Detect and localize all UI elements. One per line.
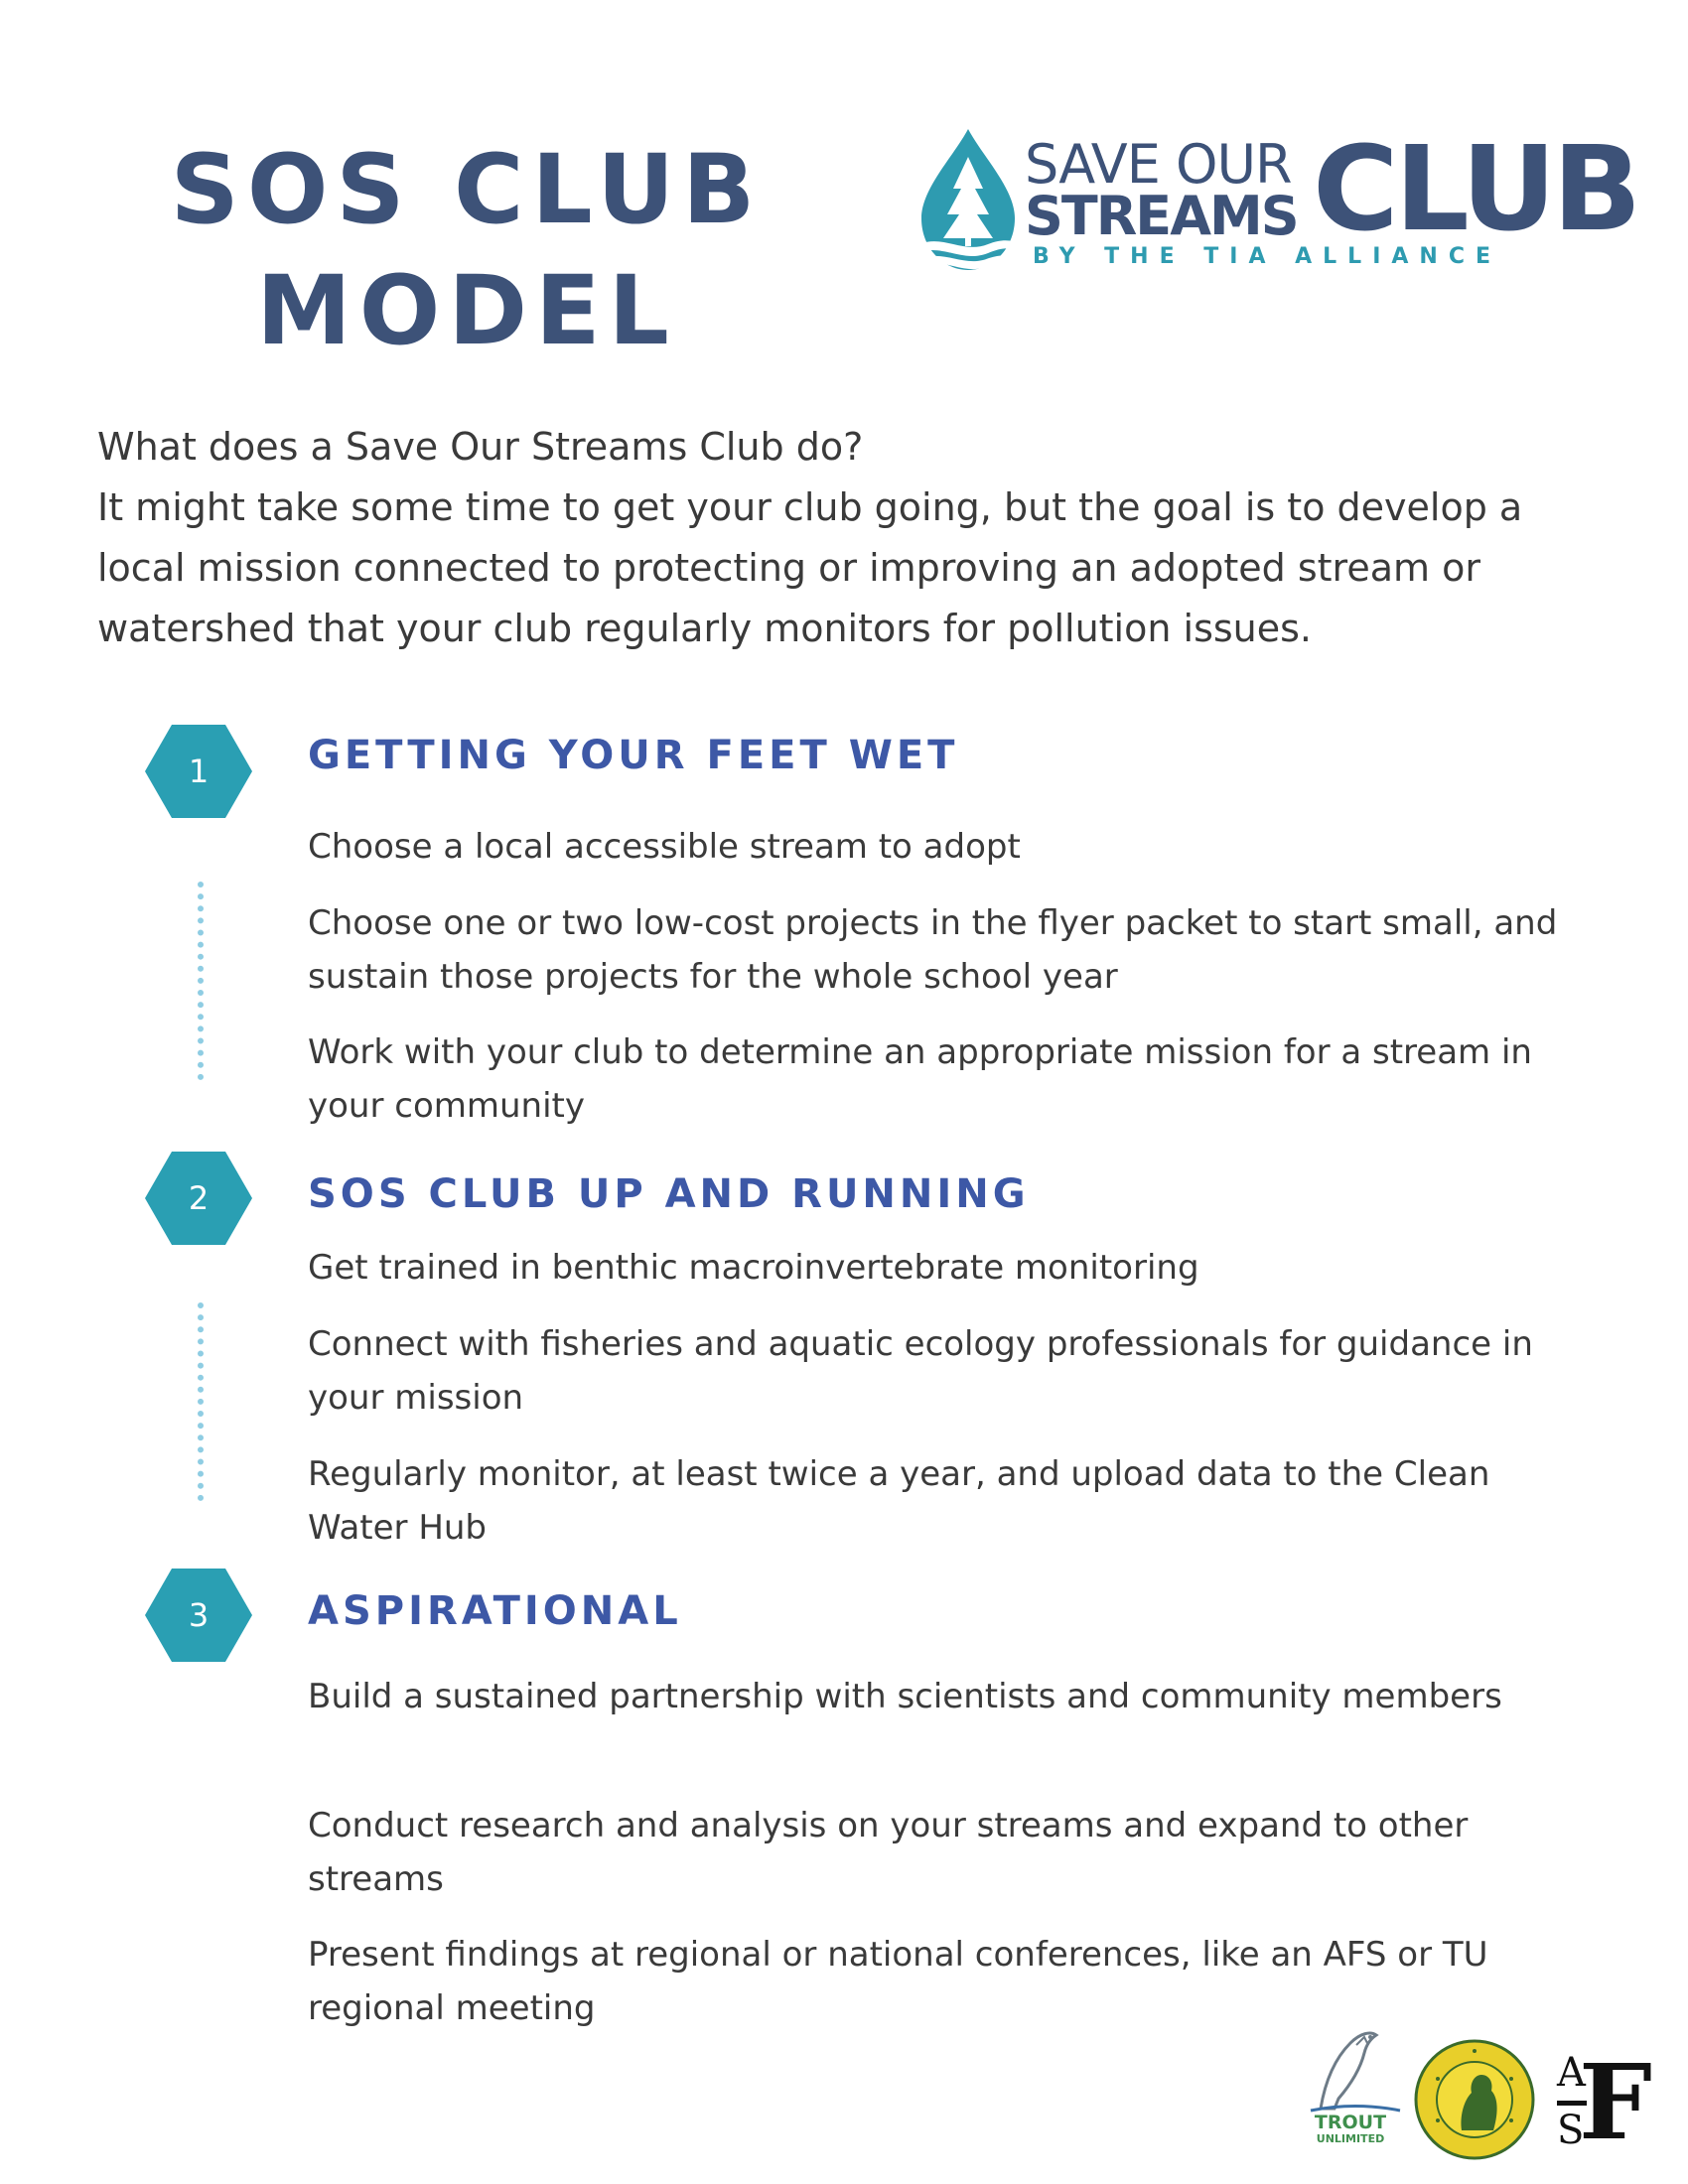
title-line-1: SOS CLUB bbox=[170, 134, 764, 245]
intro-paragraph bbox=[97, 417, 1607, 659]
page-title bbox=[149, 129, 784, 371]
trout-unlimited-line-1: TROUT bbox=[1314, 2112, 1387, 2133]
water-drop-tree-icon bbox=[914, 127, 1023, 276]
save-our-streams-club-logo bbox=[914, 120, 1638, 286]
trout-unlimited-wordmark bbox=[1301, 2113, 1400, 2146]
step-3-hexagon bbox=[145, 1569, 252, 1662]
step-2-hexagon bbox=[145, 1152, 252, 1245]
logo-club: CLUB bbox=[1313, 120, 1638, 257]
step-1-item-1: Choose a local accessible stream to adopt bbox=[308, 827, 1021, 867]
afs-letter-s: S bbox=[1557, 2108, 1585, 2153]
step-1-dotted-connector bbox=[198, 882, 204, 1080]
title-line-2: MODEL bbox=[256, 255, 677, 366]
step-2-item-3: Regularly monitor, at least twice a year, and upload data to the Clean Water Hub bbox=[308, 1454, 1490, 1548]
step-3-item-3: Present findings at regional or national conferences, like an AFS or TU regional meeting bbox=[308, 1935, 1488, 2028]
intro-question: What does a Save Our Streams Club do? bbox=[97, 425, 864, 469]
step-2-item-1: Get trained in benthic macroinvertebrate monitoring bbox=[308, 1248, 1199, 1288]
step-2-number: 2 bbox=[188, 1179, 210, 1217]
intro-body: It might take some time to get your club going, but the goal is to develop a local mission connected to protecting or improving an adopted stream or watershed that your club regularly monitors for pollution issues. bbox=[97, 485, 1523, 650]
step-2-dotted-connector bbox=[198, 1302, 204, 1501]
partner-logos bbox=[1291, 2025, 1668, 2164]
step-2-heading: SOS CLUB UP AND RUNNING bbox=[308, 1171, 1030, 1217]
step-3-item-2: Conduct research and analysis on your streams and expand to other streams bbox=[308, 1806, 1469, 1899]
step-3-item-1: Build a sustained partnership with scientists and community members bbox=[308, 1677, 1502, 1716]
step-1-number: 1 bbox=[188, 752, 210, 790]
step-1-item-2: Choose one or two low-cost projects in the flyer packet to start small, and sustain those projects for the whole school year bbox=[308, 903, 1558, 997]
izaak-walton-league-seal bbox=[1414, 2039, 1535, 2160]
step-3-heading: ASPIRATIONAL bbox=[308, 1588, 682, 1634]
step-3-number: 3 bbox=[188, 1596, 210, 1634]
step-1-heading: GETTING YOUR FEET WET bbox=[308, 733, 959, 778]
logo-save-our: SAVE OUR bbox=[1025, 133, 1292, 196]
trout-unlimited-line-2: UNLIMITED bbox=[1316, 2132, 1385, 2145]
afs-letter-f: F bbox=[1579, 2041, 1652, 2163]
logo-byline: BY THE TIA ALLIANCE bbox=[1033, 244, 1502, 269]
logo-streams: STREAMS bbox=[1025, 185, 1298, 247]
step-2-item-2: Connect with fisheries and aquatic ecology professionals for guidance in your mission bbox=[308, 1324, 1533, 1418]
trout-icon bbox=[1291, 2025, 1410, 2115]
afs-letter-a: A bbox=[1557, 2050, 1586, 2096]
american-fisheries-society-logo bbox=[1557, 2041, 1652, 2163]
step-1-item-3: Work with your club to determine an appropriate mission for a stream in your community bbox=[308, 1032, 1532, 1126]
step-1-hexagon bbox=[145, 725, 252, 818]
